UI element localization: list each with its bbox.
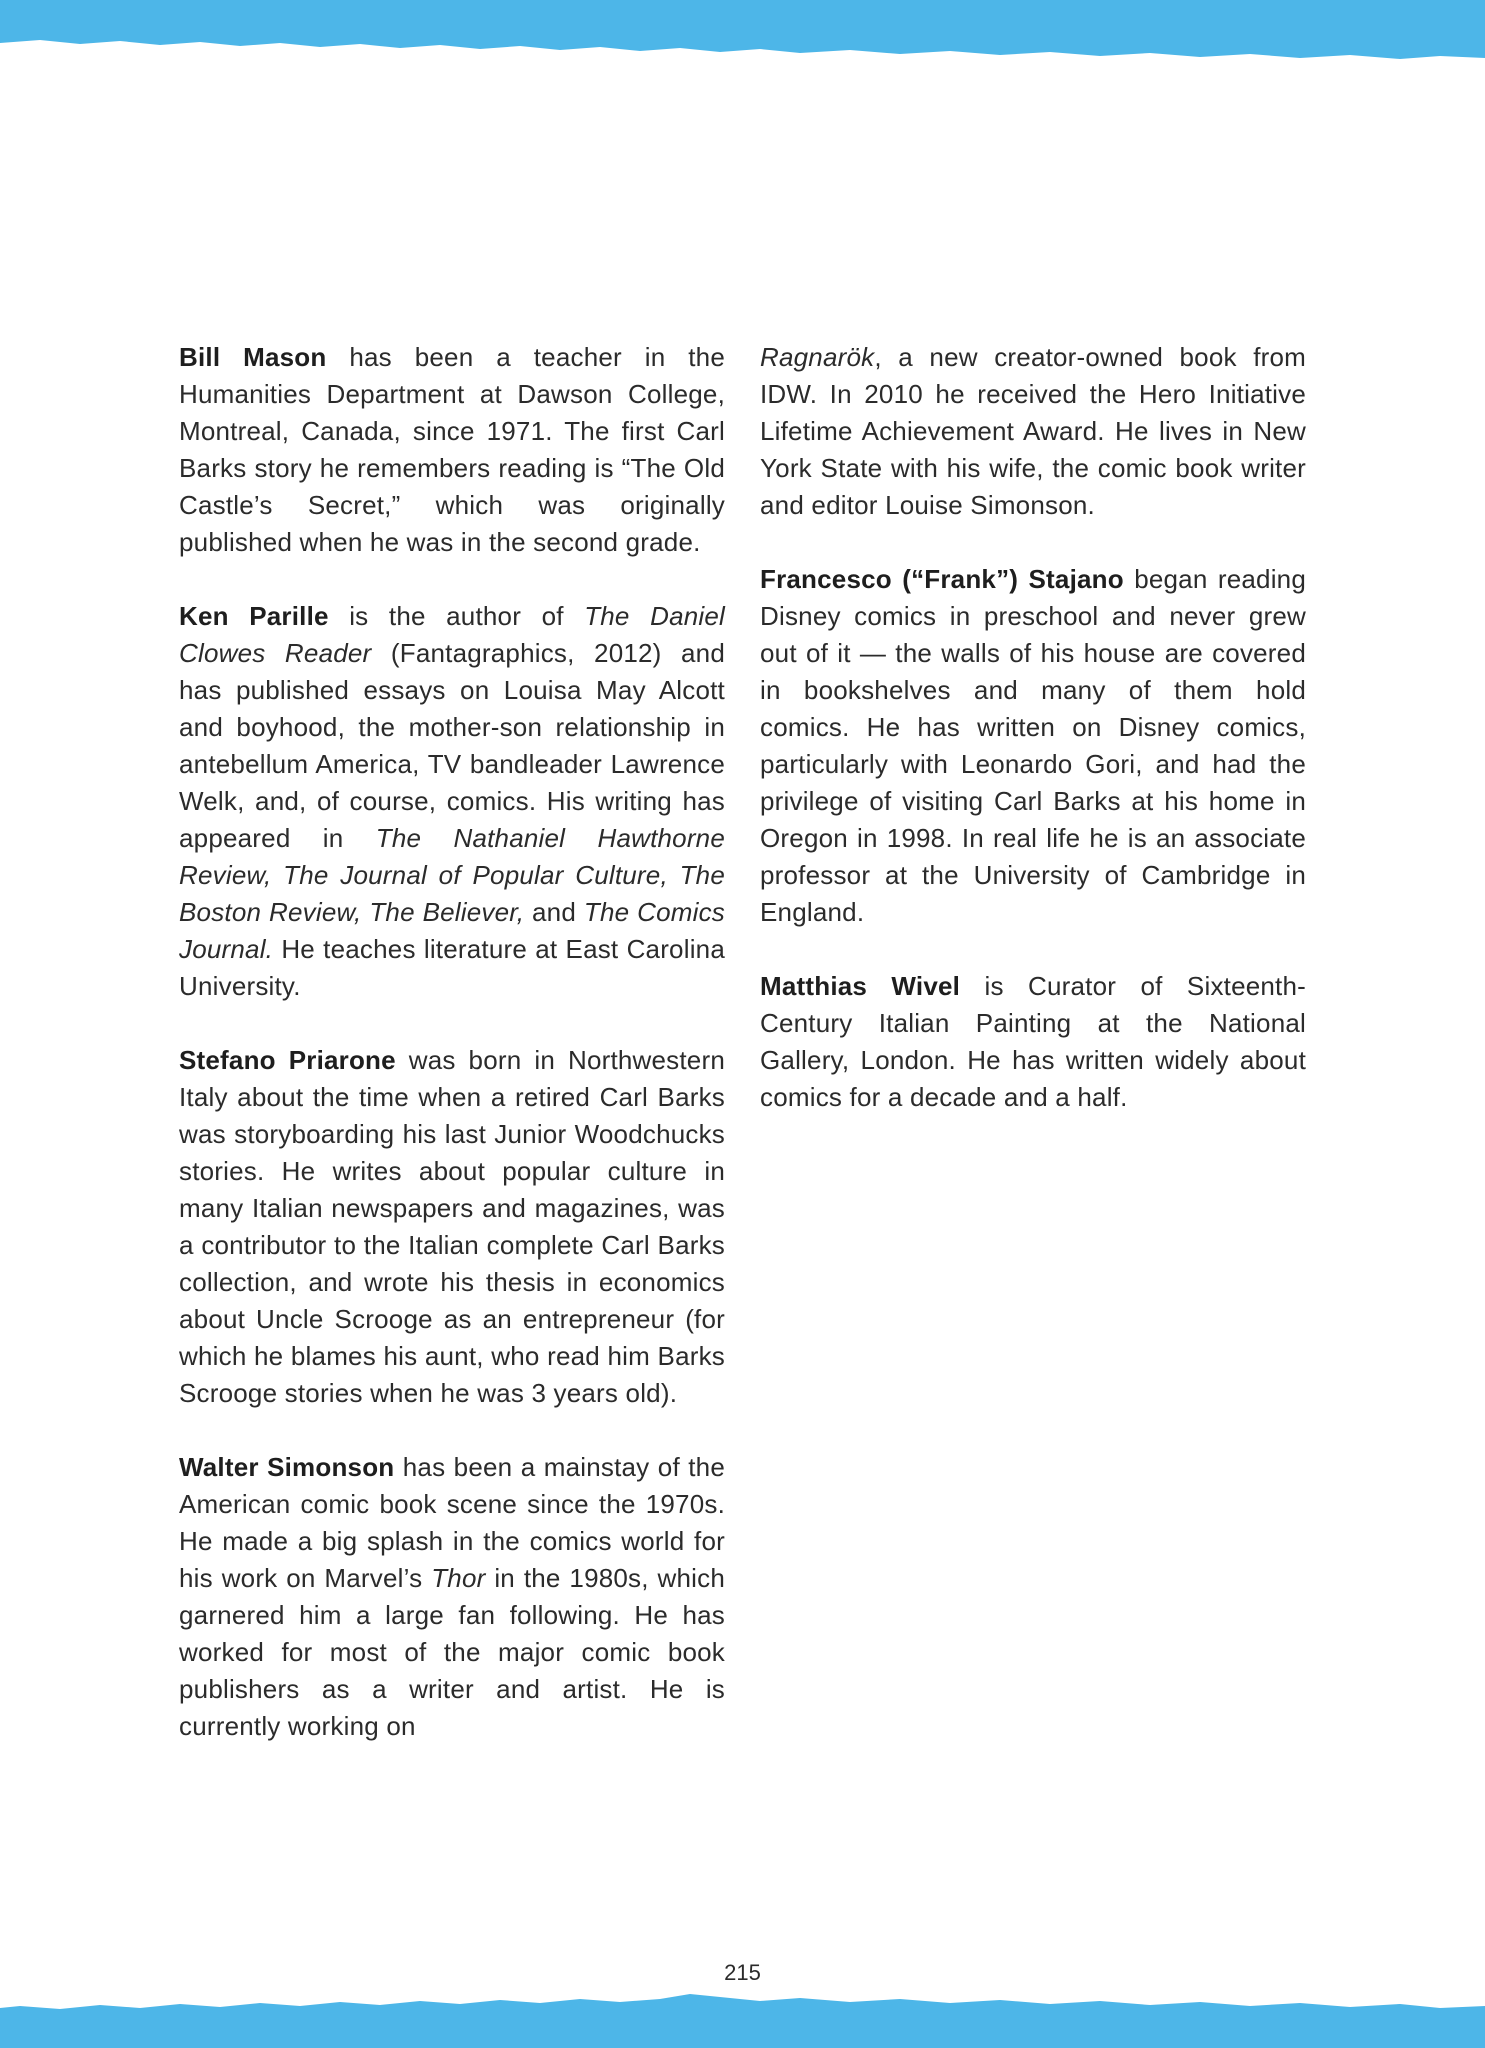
bio-walter-simonson-continued bbox=[760, 339, 1306, 524]
top-decorative-band bbox=[0, 0, 1485, 70]
bio-text: has been a teacher in the Humanities Department at Dawson College, Montreal, Canada, since 1971. The first Carl Barks story he remembers reading is “The Old Castle’s Secret,” which was originally published when he was in the second grade. bbox=[179, 342, 725, 557]
book-title: The Daniel Clowes Reader bbox=[179, 601, 726, 668]
bio-text: has been a mainstay of the American comic book scene since the 1970s. He made a big splash in the comics world for his work on Marvel’s bbox=[179, 1452, 725, 1593]
bio-name: Bill Mason bbox=[179, 342, 327, 372]
comic-title: Thor bbox=[431, 1563, 486, 1593]
bio-text: began reading Disney comics in preschool and never grew out of it — the walls of his house are covered in bookshelves and many of them hold comics. He has written on Disney comics, particularly with Leonardo Gori, and had the privilege of visiting Carl Barks at his home in Oregon in 1998. In real life he is an associate professor at the University of Cambridge in England. bbox=[760, 564, 1306, 927]
bio-text: , a new creator-owned book from IDW. In 2010 he received the Hero Initiative Lifetime Achievement Award. He lives in New York State with his wife, the comic book writer and editor Louise Simonson. bbox=[760, 342, 1306, 520]
bio-ken-parille bbox=[179, 598, 725, 1005]
bio-text: in the 1980s, which garnered him a large fan following. He has worked for most of the major comic book publishers as a writer and artist. He is currently working on bbox=[179, 1563, 726, 1741]
page-number: 215 bbox=[724, 1960, 761, 1985]
bio-text: is the author of bbox=[328, 601, 585, 631]
publication-title: The Comics Journal. bbox=[179, 897, 726, 964]
top-band-shape bbox=[0, 0, 1485, 70]
book-title: Ragnarök bbox=[760, 342, 875, 372]
bio-name: Ken Parille bbox=[179, 601, 329, 631]
bottom-decorative-band bbox=[0, 1990, 1485, 2048]
left-column bbox=[179, 339, 725, 1782]
bio-name: Matthias Wivel bbox=[760, 971, 961, 1001]
bottom-band-shape bbox=[0, 1990, 1485, 2048]
bio-text: is Curator of Sixteenth-Century Italian Painting at the National Gallery, London. He has written widely about comics for a decade and a half. bbox=[760, 971, 1306, 1112]
bio-name: Walter Simonson bbox=[179, 1452, 395, 1482]
bio-matthias-wivel bbox=[760, 968, 1306, 1116]
bio-name: Francesco (“Frank”) Stajano bbox=[760, 564, 1124, 594]
publication-titles: The Nathaniel Hawthorne Review, The Journal of Popular Culture, The Boston Review, The Believer, bbox=[179, 823, 725, 927]
bio-bill-mason bbox=[179, 339, 725, 561]
bio-text: (Fantagraphics, 2012) and has published essays on Louisa May Alcott and boyhood, the mother-son relationship in antebellum America, TV bandleader Lawrence Welk, and, of course, comics. His writing has appeared in bbox=[179, 638, 725, 853]
bio-text: He teaches literature at East Carolina University. bbox=[179, 934, 725, 1001]
bio-stefano-priarone bbox=[179, 1042, 725, 1412]
bio-text: was born in Northwestern Italy about the time when a retired Carl Barks was storyboarding his last Junior Woodchucks stories. He writes about popular culture in many Italian newspapers and magazines, was a contributor to the Italian complete Carl Barks collection, and wrote his thesis in economics about Uncle Scrooge as an entrepreneur (for which he blames his aunt, who read him Barks Scrooge stories when he was 3 years old). bbox=[179, 1045, 725, 1408]
bio-text: and bbox=[524, 897, 584, 927]
bio-name: Stefano Priarone bbox=[179, 1045, 396, 1075]
bio-francesco-stajano bbox=[760, 561, 1306, 931]
right-column bbox=[760, 339, 1306, 1153]
bio-walter-simonson bbox=[179, 1449, 725, 1745]
